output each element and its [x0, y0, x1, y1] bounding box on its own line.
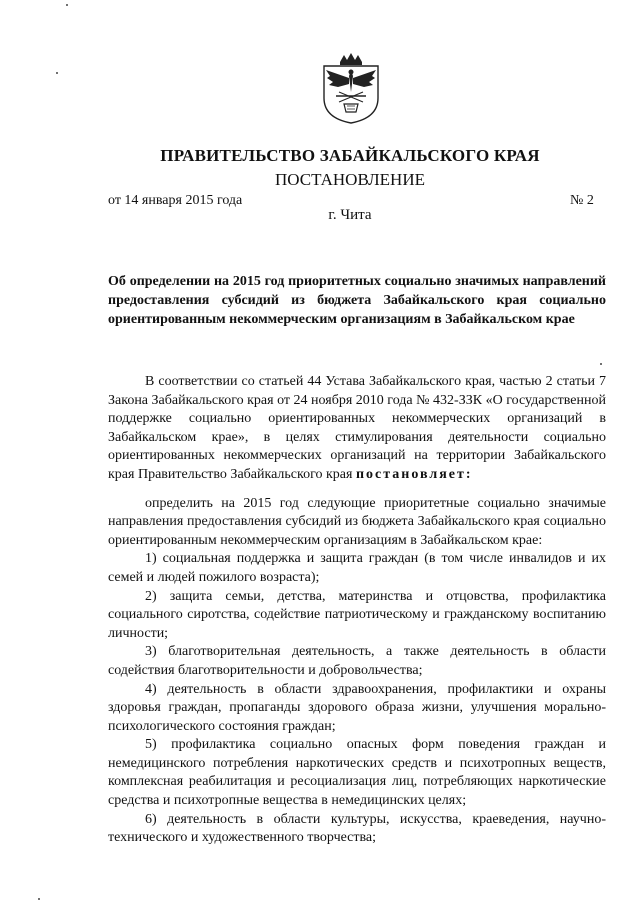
- list-item: 2) защита семьи, детства, материнства и отцовства, профилактика социального сиротства, содействие патриотическому и гражданскому воспитанию личности;: [108, 588, 606, 641]
- decree-word: постановляет:: [355, 466, 473, 482]
- document-number: № 2: [570, 193, 594, 208]
- document-body: [108, 373, 606, 848]
- list-item: 3) благотворительная деятельность, а также деятельность в области содействия благотворительности и добровольчества;: [108, 644, 606, 678]
- coat-of-arms-icon: [316, 52, 386, 124]
- document-city: г. Чита: [328, 207, 372, 223]
- list-item: 6) деятельность в области культуры, искусства, краеведения, научно-технического и художественного творчества;: [108, 811, 606, 846]
- document-date: от 14 января 2015 года: [108, 193, 243, 208]
- document-type: ПОСТАНОВЛЕНИЕ: [274, 170, 425, 189]
- document-subject: Об определении на 2015 год приоритетных социально значимых направлений предоставления субсидий из бюджета Забайкальского края социально ориентированным некоммерческим организациям в Забайкальском крае: [108, 274, 606, 327]
- list-item: 4) деятельность в области здравоохранения, профилактики и охраны здоровья граждан, пропаганды здорового образа жизни, улучшения морально-психологического состояния граждан;: [108, 681, 606, 734]
- resolution-intro: определить на 2015 год следующие приоритетные социально значимые направления предоставления субсидий из бюджета Забайкальского края социально ориентированным некоммерческим организациям в Забайкальском крае:: [108, 495, 606, 548]
- list-item: 1) социальная поддержка и защита граждан (в том числе инвалидов и их семей и людей пожилого возраста);: [108, 551, 606, 585]
- preamble-paragraph: [108, 373, 606, 485]
- government-title: ПРАВИТЕЛЬСТВО ЗАБАЙКАЛЬСКОГО КРАЯ: [160, 146, 540, 165]
- preamble-text: В соответствии со статьей 44 Устава Забайкальского края, частью 2 статьи 7 Закона Забайкальского края от 24 ноября 2010 года № 432-ЗЗК «О государственной поддержке социально ориентированных некоммерческих организаций в Забайкальском крае», в целях стимулирования деятельности социально ориентированных некоммерческих организаций на территории Забайкальского края Правительство Забайкальского края: [108, 374, 606, 482]
- list-item: 5) профилактика социально опасных форм поведения граждан и немедицинского потребления наркотических средств и психотропных веществ, комплексная реабилитация и ресоциализация лиц, потребляющих наркотические средства и психотропные вещества в немедицинских целях;: [108, 737, 606, 809]
